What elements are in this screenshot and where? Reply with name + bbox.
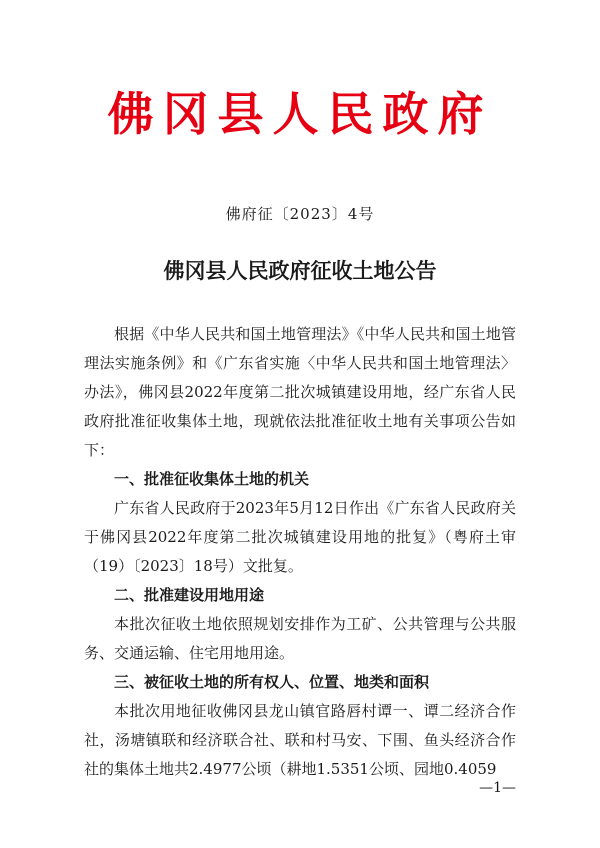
intro-paragraph: 根据《中华人民共和国土地管理法》《中华人民共和国土地管理法实施条例》和《广东省实施〈中华人民共和国土地管理法〉办法》，佛冈县2022年度第二批次城镇建设用地，经广东省人民政府批准征收集体土地，现就依法批准征收土地有关事项公告如下： bbox=[84, 325, 516, 459]
document-title: 佛冈县人民政府征收土地公告 bbox=[163, 258, 437, 283]
section-paragraph-3: 本批次用地征收佛冈县龙山镇官路唇村谭一、谭二经济合作社，汤塘镇联和经济联合社、联和村马安、下围、鱼头经济合作社的集体土地共2.4977公顷（耕地1.5351公顷、园地0.4059 bbox=[84, 702, 516, 778]
section-paragraph-1: 广东省人民政府于2023年5月12日作出《广东省人民政府关于佛冈县2022年度第二批次城镇建设用地的批复》（粤府土审（19）〔2023〕18号）文批复。 bbox=[84, 499, 516, 575]
section-paragraph-2: 本批次征收土地依照规划安排作为工矿、公共管理与公共服务、交通运输、住宅用地用途。 bbox=[84, 615, 516, 662]
masthead-title: 佛冈县人民政府 bbox=[107, 87, 493, 141]
document-number: 佛府征〔2023〕4号 bbox=[225, 205, 375, 223]
document-body bbox=[84, 320, 516, 784]
section-heading-1: 一、批准征收集体土地的机关 bbox=[114, 470, 310, 488]
section-heading-2: 二、批准建设用地用途 bbox=[114, 586, 265, 604]
section-heading-3: 三、被征收土地的所有权人、位置、地类和面积 bbox=[114, 673, 430, 691]
page-number: —1— bbox=[479, 780, 516, 796]
